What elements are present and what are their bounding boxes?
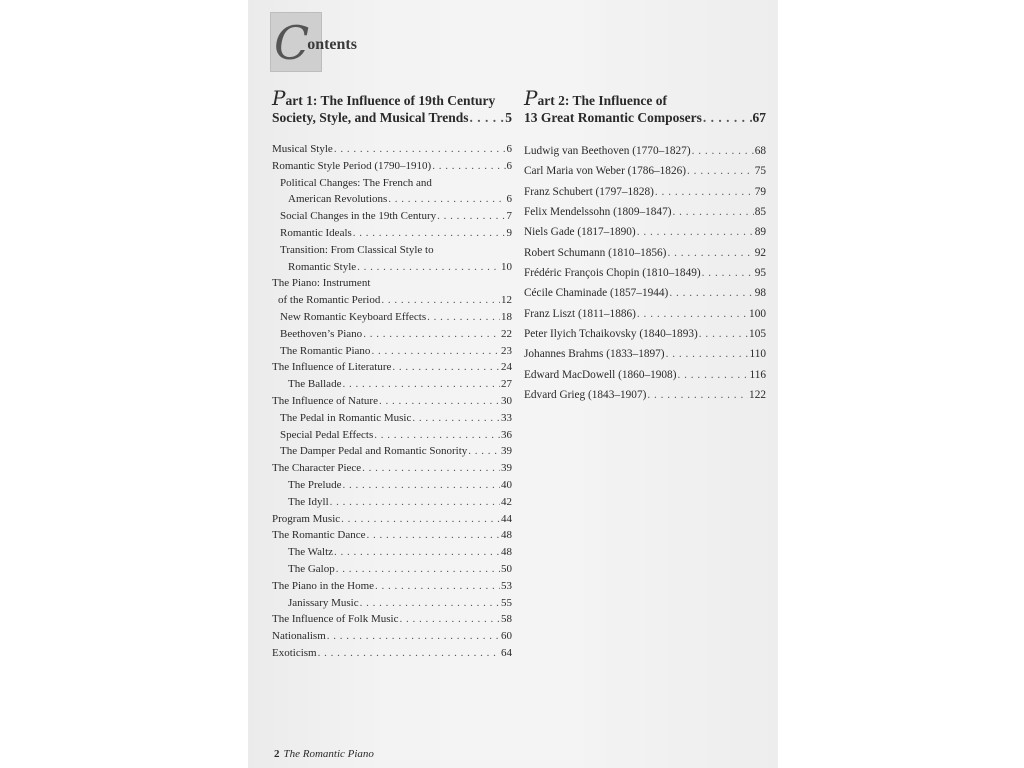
leader-dots — [692, 141, 754, 161]
part-1-entry-page: 7 — [506, 210, 512, 223]
part-2-entry-page: 100 — [749, 307, 766, 320]
leader-dots — [468, 443, 500, 460]
part-1-entry-label: The Piano in the Home — [272, 579, 375, 592]
leader-dots — [327, 628, 500, 645]
part-1-entry-page: 6 — [506, 159, 512, 172]
page-footer — [274, 748, 374, 760]
part-1-toc-entry[interactable] — [272, 443, 512, 460]
part-2-entry-page: 92 — [754, 246, 766, 259]
leader-dots — [667, 243, 753, 263]
title-rest: ontents — [307, 36, 357, 53]
part-2-entry-label: Peter Ilyich Tchaikovsky (1840–1893) — [524, 328, 698, 341]
part-2-entry-label: Edward MacDowell (1860–1908) — [524, 368, 677, 381]
part-2-entry-label: Johannes Brahms (1833–1897) — [524, 348, 665, 361]
part-1-toc-entry[interactable] — [272, 393, 512, 410]
leader-dots — [687, 161, 754, 181]
part-1-entry-page: 33 — [501, 411, 512, 424]
part-1-toc-entry[interactable] — [272, 628, 512, 645]
part-1-entry-page: 60 — [501, 630, 512, 643]
leader-dots — [392, 359, 500, 376]
part-2-toc-entry[interactable] — [524, 304, 766, 324]
part-2-entry-page: 116 — [749, 368, 766, 381]
part-1-entry-label: The Damper Pedal and Romantic Sonority — [280, 445, 468, 458]
part-1-entry-label: The Influence of Folk Music — [272, 613, 399, 626]
part-1-entry-page: 6 — [506, 143, 512, 155]
leader-dots — [412, 410, 500, 427]
leader-dots — [379, 393, 500, 410]
part-1-entry-label: of the Romantic Period — [278, 294, 381, 307]
part-1-entry-label: New Romantic Keyboard Effects — [280, 310, 427, 323]
leader-dots — [432, 158, 505, 175]
part-1-entry-label: Janissary Music — [288, 596, 359, 609]
leader-dots — [334, 544, 500, 561]
part-1-entry-page: 48 — [501, 546, 512, 559]
part-2-entry-page: 95 — [754, 267, 766, 280]
part-1-toc-entry[interactable] — [272, 511, 512, 528]
part-1-toc-entry[interactable] — [272, 158, 512, 175]
part-1-entry-page: 18 — [501, 310, 512, 323]
page-title — [274, 16, 357, 70]
part-1-entry-label: The Romantic Piano — [280, 344, 371, 357]
leader-dots — [637, 222, 754, 242]
part-1-entry-page: 12 — [501, 294, 512, 307]
part-1-toc-entry[interactable] — [272, 460, 512, 477]
part-2-entry-page: 110 — [749, 348, 766, 361]
part-1-entry-page: 48 — [501, 529, 512, 542]
part-1-entry-label: Exoticism — [272, 646, 317, 659]
part-1-entry-label: The Ballade — [288, 378, 342, 391]
leader-dots — [341, 511, 500, 528]
part-1-entry-label: The Romantic Dance — [272, 529, 366, 542]
part-2-entry-page: 79 — [754, 185, 766, 198]
leader-dots — [357, 259, 500, 276]
part-1-entry-page: 6 — [506, 193, 512, 206]
part-1-entry-page: 55 — [501, 596, 512, 609]
part-2-toc-entry[interactable] — [524, 385, 766, 405]
leader-dots — [366, 527, 500, 544]
part-1-entry-page: 42 — [501, 495, 512, 508]
leader-dots — [427, 309, 500, 326]
part-1-entry-label: The Influence of Literature — [272, 361, 392, 374]
part-1-toc-entry[interactable] — [272, 494, 512, 511]
part-1-entry-page: 22 — [501, 327, 512, 340]
part-1-entry-page: 39 — [501, 445, 512, 458]
part-2-toc-entry[interactable] — [524, 263, 766, 283]
leader-dots — [371, 343, 500, 360]
part-1-entry-label: Romantic Style — [288, 260, 357, 273]
leader-dots — [637, 304, 748, 324]
leader-dots — [375, 578, 500, 595]
part-1-entry-page: 39 — [501, 462, 512, 475]
part-1-toc-entry[interactable] — [272, 191, 512, 208]
part-1-entry-page: 40 — [501, 478, 512, 491]
part-1-toc-entry[interactable] — [272, 595, 512, 612]
part-1-entries — [272, 141, 512, 662]
leader-dots — [360, 595, 500, 612]
part-1-entry-page: 36 — [501, 428, 512, 441]
leader-dots — [672, 202, 753, 222]
part-2-toc-entry[interactable] — [524, 283, 766, 303]
part-1-entry-label: Beethoven’s Piano — [280, 327, 363, 340]
part-1-entry-page: 44 — [501, 512, 512, 525]
part-1-toc-entry[interactable] — [272, 208, 512, 225]
leader-dots — [363, 326, 500, 343]
part-1-toc-entry[interactable] — [272, 427, 512, 444]
part-1-entry-label: Musical Style — [272, 143, 333, 155]
part-1-entry-label: Special Pedal Effects — [280, 428, 374, 441]
part-1-entry-title: The Piano: Instrument — [272, 277, 371, 290]
part-2-entry-label: Niels Gade (1817–1890) — [524, 226, 636, 239]
part-2-entry-label: Franz Liszt (1811–1886) — [524, 307, 636, 320]
part-2-heading-line2: 13 Great Romantic Composers . . . 67 — [524, 109, 766, 126]
part-1-toc-entry[interactable] — [272, 225, 512, 242]
part-1-toc-entry[interactable] — [272, 410, 512, 427]
part-2-heading — [524, 86, 766, 126]
part-1-heading-line2: Society, Style, and Musical Trends . . . 5 — [272, 109, 512, 126]
leader-dots — [669, 283, 753, 303]
part-1-entry-page: 9 — [506, 226, 512, 239]
book-page — [248, 0, 778, 768]
part-2-entry-label: Carl Maria von Weber (1786–1826) — [524, 165, 687, 178]
part-1-entry-label: The Character Piece — [272, 462, 362, 475]
book-title: The Romantic Piano — [283, 748, 374, 760]
leader-dots — [381, 292, 500, 309]
part-1-entry-label: Program Music — [272, 512, 341, 525]
part-2-toc-entry[interactable] — [524, 141, 766, 161]
part-2-entries — [524, 141, 766, 405]
part-2-toc-entry[interactable] — [524, 344, 766, 364]
part-1-entry-label: The Influence of Nature — [272, 394, 378, 407]
part-1-column — [272, 86, 512, 662]
part-1-entry-page: 58 — [501, 613, 512, 626]
leader-dots — [330, 494, 500, 511]
leader-dots — [336, 561, 500, 578]
part-2-column — [524, 86, 766, 405]
part-2-toc-entry[interactable] — [524, 324, 766, 344]
part-1-toc-entry[interactable] — [272, 141, 512, 158]
part-1-entry-title: Transition: From Classical Style to — [280, 243, 434, 256]
part-2-entry-page: 122 — [749, 389, 766, 402]
leader-dots — [388, 191, 505, 208]
part-1-toc-entry[interactable] — [272, 343, 512, 360]
part-1-toc-entry[interactable] — [272, 309, 512, 326]
part-2-toc-entry[interactable] — [524, 161, 766, 181]
part-2-toc-entry[interactable] — [524, 222, 766, 242]
part-1-toc-entry[interactable] — [272, 376, 512, 393]
part-2-entry-page: 89 — [754, 226, 766, 239]
leader-dots — [647, 385, 748, 405]
leader-dots — [342, 477, 500, 494]
part-2-entry-label: Felix Mendelssohn (1809–1847) — [524, 206, 672, 219]
part-1-entry-page: 10 — [501, 260, 512, 273]
part-1-heading — [272, 86, 512, 126]
part-1-entry-label: Social Changes in the 19th Century — [280, 210, 437, 223]
leader-dots — [699, 324, 748, 344]
part-1-entry-label: The Galop — [288, 562, 335, 575]
part-2-toc-entry[interactable] — [524, 243, 766, 263]
part-1-entry-page: 53 — [501, 579, 512, 592]
part-1-toc-entry[interactable] — [272, 645, 512, 662]
part-1-toc-entry[interactable] — [272, 544, 512, 561]
part-1-toc-entry[interactable] — [272, 578, 512, 595]
part-1-entry-page: 64 — [501, 646, 512, 659]
part-1-toc-entry[interactable] — [272, 561, 512, 578]
leader-dots — [677, 365, 748, 385]
leader-dots — [334, 141, 506, 158]
part-1-entry-title: Political Changes: The French and — [280, 176, 432, 189]
part-2-entry-label: Cécile Chaminade (1857–1944) — [524, 287, 669, 300]
part-1-entry-page: 24 — [501, 361, 512, 374]
part-2-entry-page: 105 — [749, 328, 766, 341]
part-1-entry-page: 23 — [501, 344, 512, 357]
part-1-entry-label: The Idyll — [288, 495, 329, 508]
part-1-entry-label: Nationalism — [272, 630, 326, 643]
part-1-toc-entry[interactable] — [272, 477, 512, 494]
part-1-toc-entry[interactable] — [272, 359, 512, 376]
part-1-entry-page: 30 — [501, 394, 512, 407]
part-1-entry-label: The Prelude — [288, 478, 342, 491]
leader-dots — [374, 427, 500, 444]
part-2-entry-label: Ludwig van Beethoven (1770–1827) — [524, 145, 691, 157]
part-1-entry-label: The Pedal in Romantic Music — [280, 411, 412, 424]
part-1-entry-label: Romantic Ideals — [280, 226, 352, 239]
part-1-toc-entry[interactable] — [272, 259, 512, 276]
leader-dots — [362, 460, 500, 477]
part-1-toc-entry[interactable] — [272, 292, 512, 309]
leader-dots — [318, 645, 500, 662]
part-1-entry-page: 50 — [501, 562, 512, 575]
part-1-entry-page: 27 — [501, 378, 512, 391]
leader-dots — [666, 344, 749, 364]
part-1-entry-label: American Revolutions — [288, 193, 388, 206]
leader-dots — [437, 208, 505, 225]
leader-dots — [399, 611, 500, 628]
part-2-entry-page: 75 — [754, 165, 766, 178]
leader-dots — [702, 263, 754, 283]
title-initial: C — [274, 16, 310, 70]
leader-dots — [342, 376, 500, 393]
part-2-entry-page: 68 — [754, 145, 766, 157]
part-2-heading-line1: Part 2: The Influence of — [524, 86, 667, 110]
part-2-entry-label: Edvard Grieg (1843–1907) — [524, 389, 647, 402]
part-1-toc-entry[interactable] — [272, 611, 512, 628]
part-2-entry-label: Robert Schumann (1810–1856) — [524, 246, 667, 259]
part-1-heading-line1: Part 1: The Influence of 19th Century — [272, 86, 496, 110]
part-2-entry-label: Frédéric François Chopin (1810–1849) — [524, 267, 701, 280]
part-2-toc-entry[interactable] — [524, 202, 766, 222]
part-1-toc-entry[interactable] — [272, 527, 512, 544]
page-number: 2 — [274, 748, 280, 760]
part-2-entry-label: Franz Schubert (1797–1828) — [524, 185, 654, 198]
leader-dots — [353, 225, 506, 242]
part-2-entry-page: 98 — [754, 287, 766, 300]
part-1-entry-label: The Waltz — [288, 546, 334, 559]
part-2-toc-entry[interactable] — [524, 182, 766, 202]
part-2-toc-entry[interactable] — [524, 365, 766, 385]
part-1-toc-entry[interactable] — [272, 326, 512, 343]
leader-dots — [655, 182, 754, 202]
part-1-entry-label: Romantic Style Period (1790–1910) — [272, 159, 432, 172]
part-2-entry-page: 85 — [754, 206, 766, 219]
